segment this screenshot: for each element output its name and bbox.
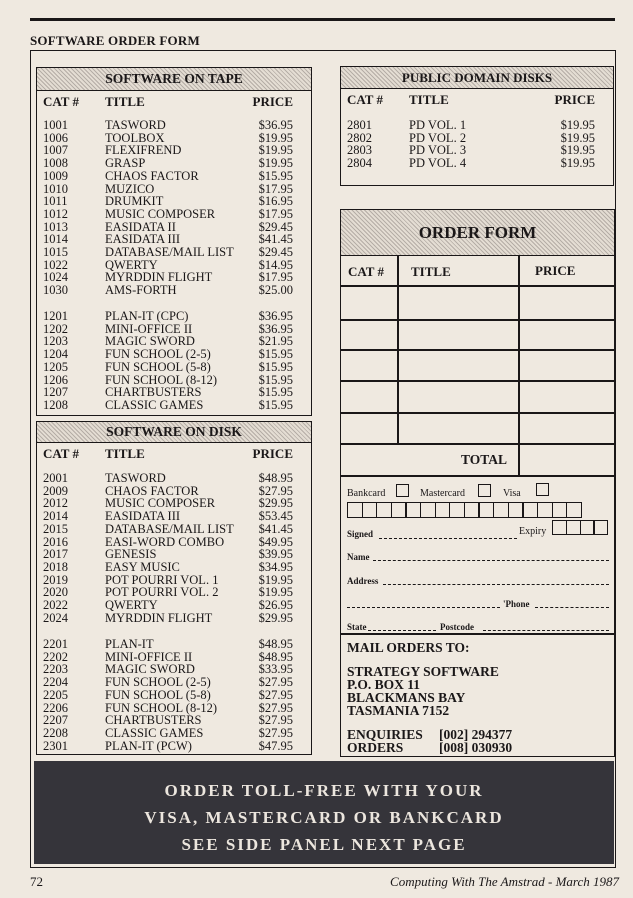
cat-number: 1013 [43, 219, 68, 234]
digit-box[interactable] [493, 502, 509, 518]
mail-address [347, 665, 499, 717]
magazine-credit: Computing With The Amstrad - March 1987 [390, 874, 619, 889]
item-price: $19.95 [258, 572, 293, 587]
signed-label: Signed [347, 529, 374, 539]
signed-line[interactable] [379, 538, 517, 539]
item-title: MYRDDIN FLIGHT [105, 610, 213, 625]
state-line[interactable] [368, 630, 436, 631]
item-title: EASI-WORD COMBO [105, 534, 225, 549]
cat-number: 1201 [43, 309, 68, 323]
item-price: $19.95 [258, 585, 293, 600]
item-price: $29.95 [258, 496, 293, 511]
pd-title-header: TITLE [409, 92, 449, 107]
item-title: MUSIC COMPOSER [105, 206, 216, 221]
item-price: $48.95 [258, 649, 293, 664]
item-price: $34.95 [258, 559, 293, 574]
digit-box[interactable] [537, 502, 553, 518]
digit-box[interactable] [391, 502, 407, 518]
item-title: DATABASE/MAIL LIST [105, 245, 234, 259]
address-line: STRATEGY SOFTWARE [347, 664, 499, 679]
item-title: FUN SCHOOL (2-5) [105, 675, 211, 690]
item-title: DRUMKIT [105, 194, 164, 209]
item-title: PD VOL. 2 [409, 130, 467, 145]
item-price: $19.95 [560, 118, 595, 132]
item-title: QWERTY [105, 598, 158, 612]
tape-panel-title: SOFTWARE ON TAPE [37, 68, 311, 91]
list-item [37, 119, 311, 132]
cat-number: 1204 [43, 347, 68, 362]
form-divider [341, 633, 614, 635]
item-price: $15.95 [258, 372, 293, 387]
digit-box[interactable] [435, 502, 451, 518]
mastercard-checkbox[interactable] [478, 484, 491, 497]
item-title: MAGIC SWORD [105, 334, 195, 349]
cat-number: 2018 [43, 559, 68, 574]
disk-title-header: TITLE [105, 446, 145, 461]
item-title: QWERTY [105, 257, 158, 272]
item-title: MINI-OFFICE II [105, 649, 193, 664]
item-price: $19.95 [258, 156, 293, 171]
postcode-line[interactable] [483, 630, 609, 631]
bankcard-checkbox[interactable] [396, 484, 409, 497]
item-title: CHAOS FACTOR [105, 483, 199, 498]
pd-cat-header: CAT # [347, 92, 383, 107]
item-price: $19.95 [560, 143, 595, 158]
item-title: FUN SCHOOL (5-8) [105, 359, 211, 374]
list-item [37, 208, 311, 221]
digit-box[interactable] [405, 502, 421, 518]
list-item [37, 523, 311, 536]
banner-line-2: VISA, MASTERCARD OR BANKCARD [144, 808, 504, 827]
item-price: $27.95 [258, 483, 293, 498]
item-title: POT POURRI VOL. 2 [105, 585, 219, 600]
pd-panel [340, 66, 614, 186]
address-line: BLACKMANS BAY [347, 690, 466, 705]
item-price: $49.95 [258, 534, 293, 549]
tape-cat-header: CAT # [43, 94, 79, 109]
item-price: $19.95 [560, 156, 595, 171]
order-rows[interactable] [341, 286, 614, 443]
item-price: $15.95 [258, 168, 293, 183]
item-title: PLAN-IT (CPC) [105, 309, 189, 323]
item-title: PD VOL. 4 [409, 156, 467, 171]
item-title: FUN SCHOOL (2-5) [105, 347, 211, 362]
digit-box[interactable] [593, 520, 608, 535]
item-price: $39.95 [258, 547, 293, 562]
item-title: CHAOS FACTOR [105, 168, 199, 183]
list-item [37, 361, 311, 374]
disk-cat-header: CAT # [43, 446, 79, 461]
digit-box[interactable] [566, 520, 581, 535]
cat-number: 2203 [43, 662, 68, 677]
item-title: POT POURRI VOL. 1 [105, 572, 219, 587]
item-price: $14.95 [258, 257, 293, 272]
cat-number: 1205 [43, 359, 68, 374]
digit-box[interactable] [580, 520, 595, 535]
item-price: $29.45 [258, 219, 293, 234]
item-price: $27.95 [258, 675, 293, 690]
cat-number: 2017 [43, 547, 68, 562]
disk-price-header: PRICE [252, 446, 293, 461]
total-label: TOTAL [461, 452, 508, 467]
visa-label: Visa [503, 488, 521, 499]
item-price: $19.95 [258, 130, 293, 145]
item-price: $27.95 [258, 713, 293, 728]
list-item [37, 195, 311, 208]
order-cat-header: CAT # [348, 264, 384, 279]
cat-number: 2016 [43, 534, 68, 549]
list-item [37, 612, 311, 625]
cat-number: 2202 [43, 649, 68, 664]
item-title: TASWORD [105, 118, 166, 132]
item-title: MAGIC SWORD [105, 662, 195, 677]
item-price: $15.95 [258, 347, 293, 362]
cat-number: 2022 [43, 598, 68, 612]
disk-panel [36, 421, 312, 755]
mail-orders-title: MAIL ORDERS TO: [347, 640, 470, 655]
item-price: $27.95 [258, 725, 293, 740]
list-item [37, 740, 311, 753]
order-title-header: TITLE [411, 264, 451, 279]
item-price: $47.95 [258, 738, 293, 753]
cat-number: 2803 [347, 143, 372, 158]
state-label: State [347, 622, 367, 632]
enquiries-label: ENQUIRIES [347, 727, 423, 742]
item-price: $53.45 [258, 509, 293, 524]
cat-number: 2208 [43, 725, 68, 740]
item-title: FUN SCHOOL (8-12) [105, 700, 218, 715]
cat-number: 1203 [43, 334, 68, 349]
cat-number: 2001 [43, 471, 68, 485]
pd-panel-title: PUBLIC DOMAIN DISKS [341, 67, 613, 89]
item-title: MYRDDIN FLIGHT [105, 270, 213, 285]
order-form-title: ORDER FORM [341, 210, 614, 256]
item-price: $41.45 [258, 232, 293, 247]
item-price: $15.95 [258, 385, 293, 400]
item-price: $27.95 [258, 700, 293, 715]
phone-line[interactable] [535, 607, 609, 608]
list-item [37, 170, 311, 183]
cat-number: 1030 [43, 283, 68, 298]
name-label: Name [347, 552, 370, 562]
list-item [37, 310, 311, 323]
item-title: MUZICO [105, 181, 155, 196]
item-title: TASWORD [105, 471, 166, 485]
orders-phone: [008] 030930 [439, 740, 513, 755]
item-title: CLASSIC GAMES [105, 725, 204, 740]
item-price: $27.95 [258, 687, 293, 702]
expiry-boxes[interactable] [552, 520, 608, 535]
cat-number: 2201 [43, 637, 68, 651]
cat-number: 1208 [43, 397, 68, 412]
cat-number: 1012 [43, 206, 68, 221]
list-item [37, 157, 311, 170]
item-price: $29.45 [258, 245, 293, 259]
page-number: 72 [30, 874, 43, 889]
orders-label: ORDERS [347, 740, 404, 755]
item-price: $19.95 [560, 130, 595, 145]
item-price: $29.95 [258, 610, 293, 625]
digit-box[interactable] [478, 502, 494, 518]
digit-box[interactable] [508, 502, 524, 518]
item-title: PLAN-IT [105, 637, 154, 651]
postcode-label: Postcode [440, 622, 474, 632]
list-item [37, 386, 311, 399]
item-price: $26.95 [258, 598, 293, 612]
cat-number: 2206 [43, 700, 68, 715]
digit-box[interactable] [464, 502, 480, 518]
list-item [37, 548, 311, 561]
item-title: EASIDATA III [105, 509, 181, 524]
list-item [37, 638, 311, 651]
cat-number: 1001 [43, 118, 68, 132]
address-line: P.O. BOX 11 [347, 677, 421, 692]
total-field[interactable] [520, 445, 614, 474]
cat-number: 2019 [43, 572, 68, 587]
item-title: FUN SCHOOL (5-8) [105, 687, 211, 702]
tape-title-header: TITLE [105, 94, 145, 109]
toll-free-banner [34, 761, 614, 864]
item-price: $48.95 [258, 471, 293, 485]
cat-number: 1006 [43, 130, 68, 145]
item-price: $36.95 [258, 118, 293, 132]
mastercard-label: Mastercard [420, 488, 465, 499]
item-title: CLASSIC GAMES [105, 397, 204, 412]
item-title: MUSIC COMPOSER [105, 496, 216, 511]
cat-number: 1007 [43, 143, 68, 158]
address-label: Address [347, 576, 379, 586]
cat-number: 2801 [347, 118, 372, 132]
item-title: DATABASE/MAIL LIST [105, 521, 234, 536]
digit-box[interactable] [420, 502, 436, 518]
digit-box[interactable] [552, 502, 568, 518]
banner-line-1: ORDER TOLL-FREE WITH YOUR [164, 781, 484, 800]
digit-box[interactable] [449, 502, 465, 518]
item-price: $16.95 [258, 194, 293, 209]
list-item [37, 284, 311, 297]
item-title: CHARTBUSTERS [105, 385, 202, 400]
list-item [37, 399, 311, 412]
tape-price-header: PRICE [252, 94, 293, 109]
item-price: $17.95 [258, 270, 293, 285]
address-line: TASMANIA 7152 [347, 703, 450, 718]
list-item [341, 157, 613, 170]
item-price: $15.95 [258, 397, 293, 412]
list-item [37, 348, 311, 361]
tape-panel [36, 67, 312, 416]
item-price: $48.95 [258, 637, 293, 651]
cat-number: 2802 [347, 130, 372, 145]
cat-number: 1024 [43, 270, 68, 285]
cat-number: 2205 [43, 687, 68, 702]
item-title: GRASP [105, 156, 146, 171]
expiry-label: Expiry [519, 526, 547, 537]
item-title: GENESIS [105, 547, 157, 562]
item-title: PD VOL. 3 [409, 143, 467, 158]
item-title: TOOLBOX [105, 130, 165, 145]
cat-number: 2012 [43, 496, 68, 511]
list-item [37, 510, 311, 523]
list-item [37, 561, 311, 574]
digit-box[interactable] [552, 520, 567, 535]
visa-checkbox[interactable] [536, 483, 549, 496]
phone-label: 'Phone [503, 599, 530, 609]
digit-box[interactable] [347, 502, 363, 518]
item-title: EASIDATA II [105, 219, 176, 234]
item-title: AMS-FORTH [105, 283, 177, 298]
item-price: $36.95 [258, 309, 293, 323]
cat-number: 2009 [43, 483, 68, 498]
list-item [37, 727, 311, 740]
list-item [341, 119, 613, 132]
item-title: FUN SCHOOL (8-12) [105, 372, 218, 387]
name-line[interactable] [373, 560, 609, 561]
digit-box[interactable] [376, 502, 392, 518]
top-rule [30, 18, 615, 21]
item-title: CHARTBUSTERS [105, 713, 202, 728]
digit-box[interactable] [362, 502, 378, 518]
banner-line-3: SEE SIDE PANEL NEXT PAGE [181, 835, 467, 854]
cat-number: 2014 [43, 509, 68, 524]
cat-number: 1011 [43, 194, 68, 209]
cat-number: 1022 [43, 257, 68, 272]
cat-number: 1206 [43, 372, 68, 387]
cat-number: 1010 [43, 181, 68, 196]
list-item [37, 599, 311, 612]
item-price: $15.95 [258, 359, 293, 374]
item-price: $17.95 [258, 206, 293, 221]
cat-number: 2301 [43, 738, 68, 753]
list-item [37, 246, 311, 259]
cat-number: 2207 [43, 713, 68, 728]
cat-number: 2015 [43, 521, 68, 536]
list-item [37, 472, 311, 485]
enquiries-phone: [002] 294377 [439, 727, 513, 742]
address-line-1[interactable] [383, 584, 609, 585]
cat-number: 2020 [43, 585, 68, 600]
order-form-panel [340, 209, 615, 757]
list-item [37, 714, 311, 727]
cat-number: 1009 [43, 168, 68, 183]
cat-number: 2204 [43, 675, 68, 690]
page-header: SOFTWARE ORDER FORM [30, 33, 200, 48]
cat-number: 2024 [43, 610, 68, 625]
cat-number: 2804 [347, 156, 372, 171]
digit-box[interactable] [566, 502, 582, 518]
item-price: $19.95 [258, 143, 293, 158]
cat-number: 1014 [43, 232, 68, 247]
cat-number: 1008 [43, 156, 68, 171]
disk-panel-title: SOFTWARE ON DISK [37, 422, 311, 443]
cat-number: 1015 [43, 245, 68, 259]
item-price: $17.95 [258, 181, 293, 196]
item-price: $41.45 [258, 521, 293, 536]
item-title: FLEXIFREND [105, 143, 182, 158]
item-price: $36.95 [258, 321, 293, 336]
item-title: PD VOL. 1 [409, 118, 467, 132]
item-price: $25.00 [258, 283, 293, 298]
item-price: $21.95 [258, 334, 293, 349]
item-title: EASY MUSIC [105, 559, 180, 574]
item-title: EASIDATA III [105, 232, 181, 247]
card-number-boxes[interactable] [347, 502, 582, 518]
grid-divider [341, 475, 614, 477]
item-title: MINI-OFFICE II [105, 321, 193, 336]
bankcard-label: Bankcard [347, 488, 386, 499]
item-title: PLAN-IT (PCW) [105, 738, 192, 753]
cat-number: 1202 [43, 321, 68, 336]
order-price-header: PRICE [535, 263, 576, 278]
digit-box[interactable] [522, 502, 538, 518]
item-price: $33.95 [258, 662, 293, 677]
address-line-2[interactable] [347, 607, 500, 608]
list-item [37, 676, 311, 689]
list-item [37, 689, 311, 702]
cat-number: 1207 [43, 385, 68, 400]
pd-price-header: PRICE [554, 92, 595, 107]
